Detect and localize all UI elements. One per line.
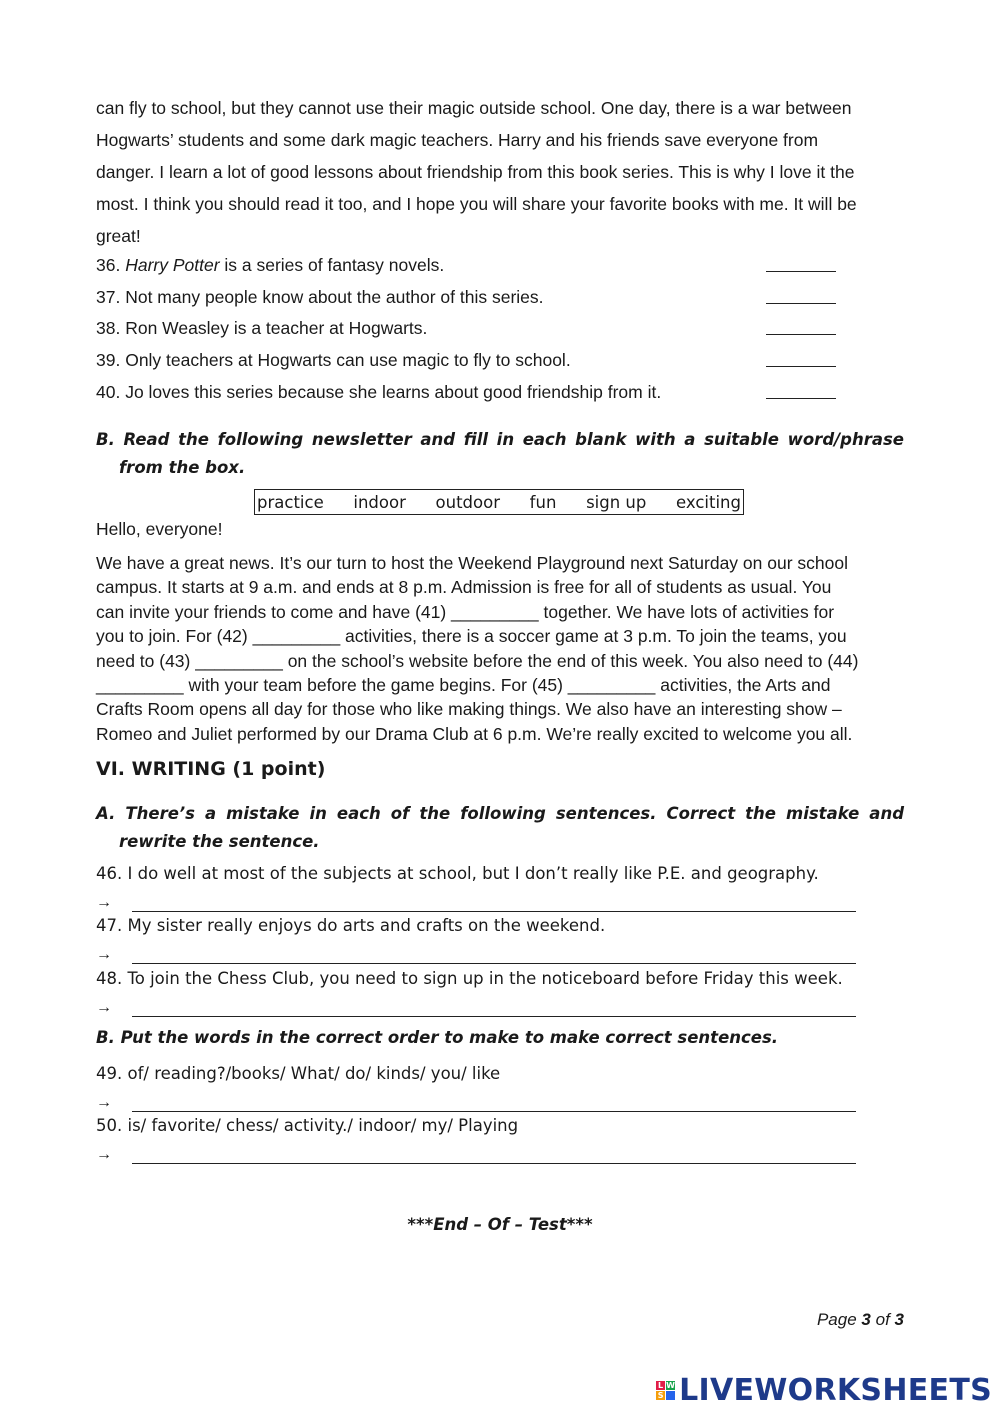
newsletter-line: We have a great news. It’s our turn to host the Weekend Playground next Saturday on our school: [96, 553, 848, 573]
tf-item-38: [96, 312, 836, 344]
word-box: [254, 489, 744, 515]
answer-blank[interactable]: [766, 344, 836, 367]
arrow-icon: →: [96, 1094, 112, 1111]
logo-letter: W: [666, 1380, 675, 1390]
tf-statement: 38. Ron Weasley is a teacher at Hogwarts.: [96, 318, 428, 338]
newsletter-line: _________ with your team before the game begins. For (45) _________ activities, the Arts and: [96, 675, 831, 696]
answer-blank[interactable]: [766, 376, 836, 399]
tf-statement: 37. Not many people know about the author of this series.: [96, 287, 544, 307]
tf-statement: 40. Jo loves this series because she learns about good friendship from it.: [96, 382, 662, 402]
newsletter-line: you to join. For (42) _________ activities, there is a soccer game at 3 p.m. To join the teams, you: [96, 626, 847, 647]
intro-paragraph: [96, 92, 904, 252]
answer-underline[interactable]: [132, 910, 856, 912]
word-option: sign up: [586, 492, 647, 512]
writing-item-49: 49. of/ reading?/books/ What/ do/ kinds/ you/ like: [96, 1064, 501, 1083]
liveworksheets-logo[interactable]: [656, 1373, 992, 1408]
word-option: exciting: [676, 492, 741, 512]
writing-item-50: 50. is/ favorite/ chess/ activity./ indoor/ my/ Playing: [96, 1116, 519, 1135]
newsletter-line: Romeo and Juliet performed by our Drama Club at 6 p.m. We’re really excited to welcome you all.: [96, 723, 853, 744]
arrow-icon: →: [96, 1146, 112, 1163]
intro-line: danger. I learn a lot of good lessons about friendship from this book series. This is why I love it the: [96, 162, 855, 182]
answer-line-46[interactable]: [96, 892, 856, 912]
arrow-icon: →: [96, 946, 112, 963]
tf-item-36: [96, 249, 836, 281]
logo-letter: S: [657, 1390, 664, 1400]
answer-underline[interactable]: [132, 962, 856, 964]
section-b-instruction: B. Read the following newsletter and fill in each blank with a suitable word/phrase from the box.: [96, 430, 904, 477]
answer-blank[interactable]: [766, 312, 836, 335]
word-option: fun: [529, 492, 557, 512]
writing-part-b-instruction: B. Put the words in the correct order to make to make correct sentences.: [96, 1028, 779, 1047]
newsletter-line: campus. It starts at 9 a.m. and ends at 8 p.m. Admission is free for all of students as usual. You: [96, 577, 832, 598]
writing-item-47: 47. My sister really enjoys do arts and crafts on the weekend.: [96, 916, 606, 935]
tf-item-37: [96, 281, 836, 313]
logo-text: LIVEWORKSHEETS: [679, 1373, 992, 1408]
tf-item-40: [96, 376, 836, 408]
newsletter-body: [96, 551, 904, 746]
tf-statement: 39. Only teachers at Hogwarts can use magic to fly to school.: [96, 350, 571, 370]
newsletter-line: need to (43) _________ on the school’s website before the end of this week. You also need to (44): [96, 650, 859, 671]
intro-line: most. I think you should read it too, and I hope you will share your favorite books with me. It will be: [96, 194, 857, 214]
answer-line-50[interactable]: [96, 1144, 856, 1164]
arrow-icon: →: [96, 894, 112, 911]
logo-letter: L: [658, 1380, 664, 1390]
word-option: indoor: [353, 492, 406, 512]
writing-heading: VI. WRITING (1 point): [96, 758, 326, 780]
newsletter-line: can invite your friends to come and have (41) _________ together. We have lots of activities for: [96, 601, 835, 622]
page-number: Page 3 of 3: [816, 1310, 904, 1329]
answer-line-49[interactable]: [96, 1092, 856, 1112]
intro-line: Hogwarts’ students and some dark magic teachers. Harry and his friends save everyone from: [96, 130, 819, 150]
answer-blank[interactable]: [766, 249, 836, 272]
newsletter-greeting: Hello, everyone!: [96, 519, 223, 539]
tf-statement: 36. Harry Potter is a series of fantasy novels.: [96, 255, 445, 275]
answer-line-48[interactable]: [96, 997, 856, 1017]
answer-underline[interactable]: [132, 1110, 856, 1112]
word-option: outdoor: [435, 492, 501, 512]
answer-underline[interactable]: [132, 1162, 856, 1164]
answer-blank[interactable]: [766, 281, 836, 304]
answer-underline[interactable]: [132, 1015, 856, 1017]
newsletter-line: Crafts Room opens all day for those who like making things. We also have an interesting show –: [96, 699, 842, 720]
word-option: practice: [257, 492, 324, 512]
writing-item-48: 48. To join the Chess Club, you need to sign up in the noticeboard before Friday this week.: [96, 969, 843, 988]
arrow-icon: →: [96, 999, 112, 1016]
answer-line-47[interactable]: [96, 944, 856, 964]
tf-item-39: [96, 344, 836, 376]
logo-icon: [656, 1381, 675, 1400]
intro-line: can fly to school, but they cannot use their magic outside school. One day, there is a war between: [96, 98, 852, 118]
writing-part-a-instruction: A. There’s a mistake in each of the following sentences. Correct the mistake and rewrite the sentence.: [96, 804, 904, 851]
writing-item-46: 46. I do well at most of the subjects at school, but I don’t really like P.E. and geography.: [96, 864, 819, 883]
end-of-test: ***End – Of – Test***: [407, 1215, 593, 1234]
intro-line: great!: [96, 226, 141, 246]
